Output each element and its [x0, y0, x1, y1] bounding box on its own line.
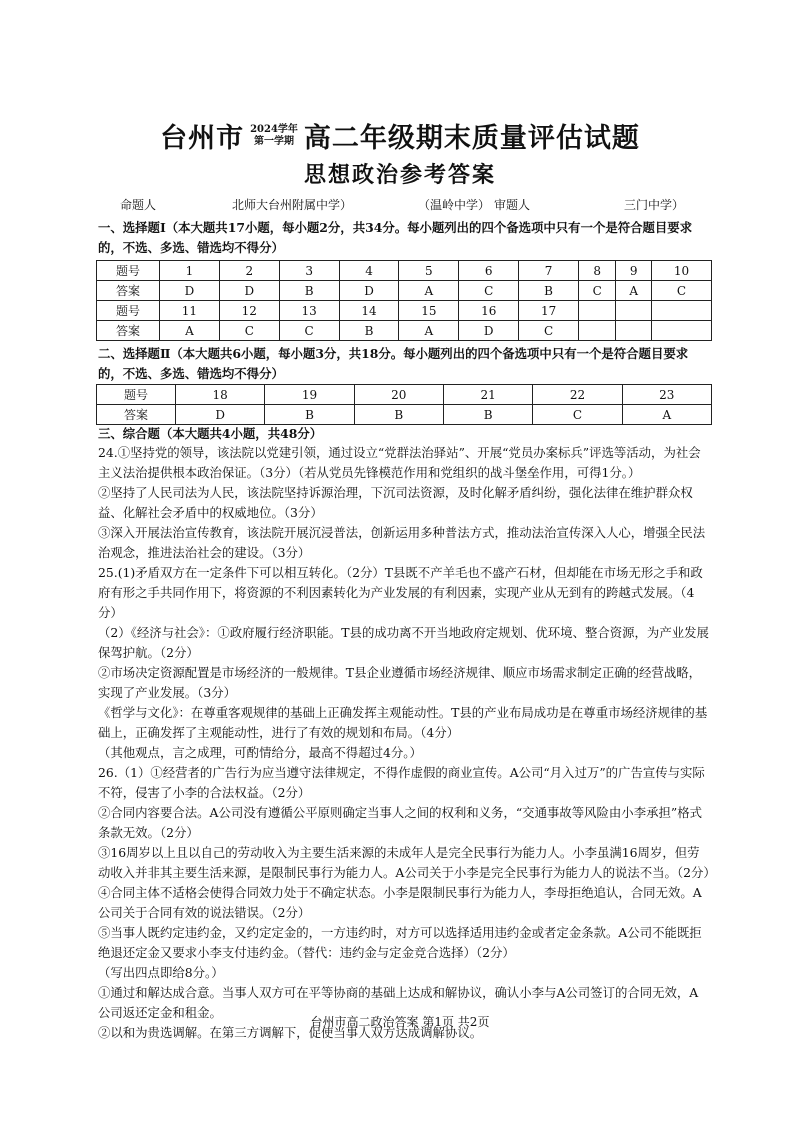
- table-cell: C: [219, 321, 279, 341]
- section1-heading: 一、选择题Ⅰ（本大题共17小题，每小题2分，共34分。每小题列出的四个备选项中只有一个是符合题目要求的，不选、多选、错选均不得分）: [98, 220, 693, 255]
- table-cell: 9: [616, 261, 652, 281]
- school-3: 三门中学）: [624, 198, 685, 212]
- table-cell: 8: [579, 261, 616, 281]
- table-cell: 1: [160, 261, 220, 281]
- school-2: （温岭中学）: [418, 198, 491, 212]
- row-label: 题号: [97, 301, 160, 321]
- table-cell: 20: [354, 385, 443, 405]
- table-cell: [616, 301, 652, 321]
- row-label: 题号: [97, 385, 176, 405]
- table-cell: [652, 301, 712, 321]
- table-cell: 11: [160, 301, 220, 321]
- table-cell: [616, 321, 652, 341]
- table-cell: B: [265, 405, 354, 425]
- table-cell: 4: [339, 261, 399, 281]
- table-cell: B: [443, 405, 532, 425]
- row-label: 题号: [97, 261, 160, 281]
- authors-line: [120, 196, 720, 212]
- table-cell: D: [459, 321, 519, 341]
- row-label: 答案: [97, 281, 160, 301]
- table-row: [97, 281, 712, 301]
- table-cell: C: [519, 321, 579, 341]
- answer-paragraph: 25.(1)矛盾双方在一定条件下可以相互转化。（2分）T县既不产羊毛也不盛产石材，但却能在市场无形之手和政府有形之手共同作用下，将资源的不利因素转化为产业发展的有利因素，实现产业从无到有的跨越式发展。（4分）: [98, 565, 703, 620]
- term-year: 2024学年: [250, 123, 298, 135]
- table-cell: 6: [459, 261, 519, 281]
- table-cell: 17: [519, 301, 579, 321]
- document-subtitle: 思想政治参考答案: [303, 162, 496, 188]
- section2-heading: 二、选择题Ⅱ（本大题共6小题，每小题3分，共18分。每小题列出的四个备选项中只有一个是符合题目要求的，不选、多选、错选均不得分）: [98, 346, 689, 381]
- table-cell: D: [339, 281, 399, 301]
- table-cell: D: [219, 281, 279, 301]
- title-main: 高二年级期末质量评估试题: [303, 123, 640, 154]
- table-cell: 14: [339, 301, 399, 321]
- table-cell: 15: [399, 301, 459, 321]
- table-cell: A: [160, 321, 220, 341]
- section3-body: [98, 443, 716, 1043]
- answer-paragraph: （其他观点，言之成理，可酌情给分，最高不得超过4分。）: [98, 745, 422, 760]
- answer-paragraph: （写出四点即给8分。）: [98, 965, 224, 980]
- answer-paragraph: ③16周岁以上且以自己的劳动收入为主要生活来源的未成年人是完全民事行为能力人。小李虽满16周岁，但劳动收入并非其主要生活来源，是限制民事行为能力人。A公司关于小李是完全民事行为能力人的说法不当。（2分）: [98, 845, 716, 880]
- table-cell: C: [652, 281, 712, 301]
- table-row: [97, 405, 712, 425]
- proposer-label: 命题人: [120, 198, 157, 212]
- table-cell: A: [616, 281, 652, 301]
- school-1: 北师大台州附属中学）: [232, 198, 353, 212]
- table-cell: D: [160, 281, 220, 301]
- answer-paragraph: 《哲学与文化》：在尊重客观规律的基础上正确发挥主观能动性。T县的产业布局成功是在尊重市场经济规律的基础上，正确发挥了主观能动性，进行了有效的规划和布局。（4分）: [98, 705, 708, 740]
- table-row: [97, 385, 712, 405]
- table-cell: B: [279, 281, 339, 301]
- table-cell: A: [622, 405, 711, 425]
- section1-answer-table: [96, 260, 712, 341]
- table-row: [97, 301, 712, 321]
- answer-paragraph: 26.（1）①经营者的广告行为应当遵守法律规定，不得作虚假的商业宣传。A公司“月入过万”的广告宣传与实际不符，侵害了小李的合法权益。（2分）: [98, 765, 705, 800]
- table-cell: B: [519, 281, 579, 301]
- table-row: [97, 321, 712, 341]
- answer-paragraph: ④合同主体不适格会使得合同效力处于不确定状态。小李是限制民事行为能力人，李母拒绝追认，合同无效。A公司关于合同有效的说法错误。（2分）: [98, 885, 702, 920]
- section2-answer-table: [96, 384, 712, 425]
- table-cell: A: [399, 321, 459, 341]
- table-cell: 3: [279, 261, 339, 281]
- answer-paragraph: ②以和为贵选调解。在第三方调解下，促使当事人双方达成调解协议。: [98, 1025, 483, 1040]
- answer-paragraph: ②坚持了人民司法为人民，该法院坚持诉源治理，下沉司法资源，及时化解矛盾纠纷，强化法律在维护群众权益、化解社会矛盾中的权威地位。（3分）: [98, 485, 693, 520]
- table-cell: A: [399, 281, 459, 301]
- table-cell: C: [579, 281, 616, 301]
- table-cell: 7: [519, 261, 579, 281]
- table-cell: 13: [279, 301, 339, 321]
- row-label: 答案: [97, 321, 160, 341]
- row-label: 答案: [97, 405, 176, 425]
- reviewer-label: 审题人: [494, 198, 531, 212]
- table-cell: [579, 301, 616, 321]
- answer-paragraph: ③深入开展法治宣传教育，该法院开展沉浸普法，创新运用多种普法方式，推动法治宣传深入人心，增强全民法治观念，推进法治社会的建设。（3分）: [98, 525, 706, 560]
- table-cell: 5: [399, 261, 459, 281]
- table-cell: B: [354, 405, 443, 425]
- term-semester: 第一学期: [254, 135, 294, 147]
- table-cell: [579, 321, 616, 341]
- table-cell: D: [176, 405, 265, 425]
- answer-paragraph: （2）《经济与社会》：①政府履行经济职能。T县的成功离不开当地政府定规划、优环境、整合资源，为产业发展保驾护航。（2分）: [98, 625, 709, 660]
- answer-paragraph: ②市场决定资源配置是市场经济的一般规律。T县企业遵循市场经济规律、顺应市场需求制定正确的经营战略，实现了产业发展。（3分）: [98, 665, 702, 700]
- table-cell: B: [339, 321, 399, 341]
- table-row: [97, 261, 712, 281]
- answer-paragraph: ②合同内容要合法。A公司没有遵循公平原则确定当事人之间的权利和义务，“交通事故等风险由小李承担”格式条款无效。（2分）: [98, 805, 702, 840]
- table-cell: C: [533, 405, 622, 425]
- table-cell: [652, 321, 712, 341]
- page-footer: 台州市高二政治答案 第1页 共2页: [310, 1015, 490, 1029]
- title-city: 台州市: [160, 123, 245, 154]
- table-cell: 18: [176, 385, 265, 405]
- table-cell: 16: [459, 301, 519, 321]
- answer-paragraph: ⑤当事人既约定违约金，又约定定金的，一方违约时，对方可以选择适用违约金或者定金条款。A公司不能既拒绝退还定金又要求小李支付违约金。（替代：违约金与定金竞合选择）（2分）: [98, 925, 702, 960]
- answer-paragraph: 24.①坚持党的领导，该法院以党建引领，通过设立“党群法治驿站”、开展“党员办案标兵”评选等活动，为社会主义法治提供根本政治保证。（3分）（若从党员先锋模范作用和党组织的战斗堡垒作用，可得1分。）: [98, 445, 701, 480]
- answer-paragraph: ①通过和解达成合意。当事人双方可在平等协商的基础上达成和解协议，确认小李与A公司签订的合同无效，A公司返还定金和租金。: [98, 985, 699, 1020]
- table-cell: 22: [533, 385, 622, 405]
- section3-heading: 三、综合题（本大题共4小题，共48分）: [98, 426, 323, 441]
- table-cell: C: [279, 321, 339, 341]
- table-cell: 2: [219, 261, 279, 281]
- table-cell: C: [459, 281, 519, 301]
- table-cell: 23: [622, 385, 711, 405]
- document-title: [0, 116, 800, 155]
- table-cell: 19: [265, 385, 354, 405]
- table-cell: 12: [219, 301, 279, 321]
- table-cell: 21: [443, 385, 532, 405]
- title-term: [250, 124, 298, 148]
- table-cell: 10: [652, 261, 712, 281]
